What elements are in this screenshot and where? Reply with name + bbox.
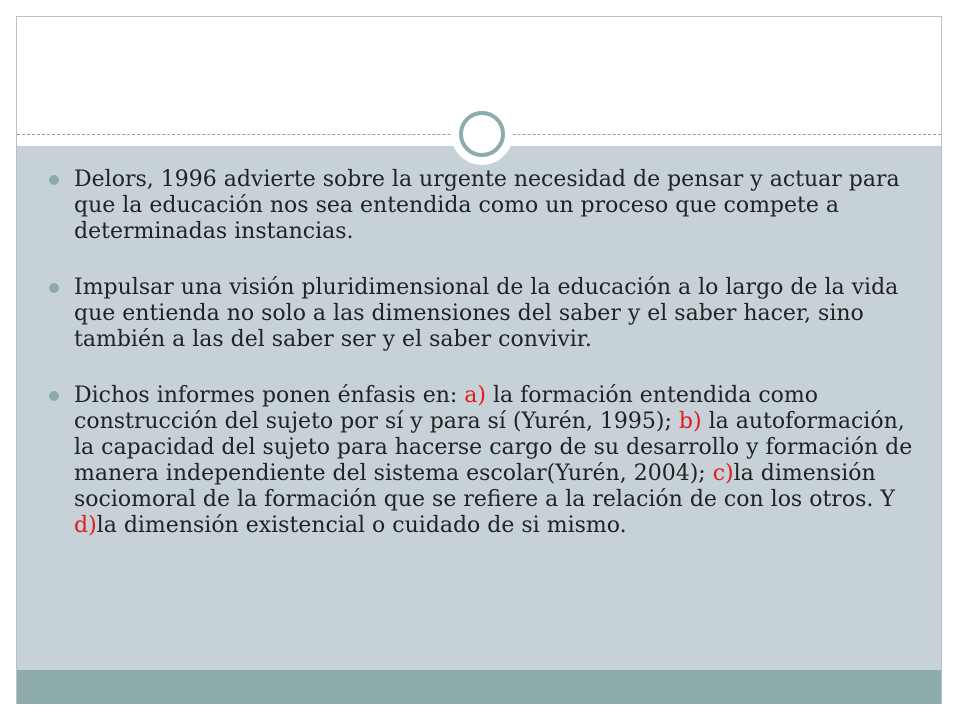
bullet-1-text: Delors, 1996 advierte sobre la urgente necesidad de pensar y actuar para que la educación nos sea entendida como un proceso que compete a determinadas instancias. bbox=[74, 167, 900, 244]
marker-a: a) bbox=[464, 383, 486, 408]
bullet-3-text-part-5: la dimensión existencial o cuidado de si mismo. bbox=[96, 513, 627, 538]
bullet-dot-icon bbox=[49, 283, 59, 293]
bullet-3-text-part-1: Dichos informes ponen énfasis en: bbox=[74, 383, 465, 408]
bullet-dot-icon bbox=[49, 175, 59, 185]
bullet-item-2 bbox=[46, 275, 916, 353]
marker-d: d) bbox=[74, 513, 97, 538]
bullet-3-text-part-2: la formación entendida como construcción del sujeto por sí y para sí (Yurén, 1995); bbox=[74, 383, 818, 434]
marker-c: c) bbox=[712, 461, 734, 486]
marker-b: b) bbox=[678, 409, 702, 434]
bullet-list bbox=[46, 167, 916, 569]
bullet-2-text: Impulsar una visión pluridimensional de la educación a lo largo de la vida que entienda no solo a las dimensiones del saber y el saber hacer, sino también a las del saber ser y el saber convivir. bbox=[74, 275, 899, 352]
ring-ornament-icon bbox=[459, 111, 505, 157]
bullet-item-1 bbox=[46, 167, 916, 245]
bullet-dot-icon bbox=[49, 391, 59, 401]
footer-band bbox=[17, 670, 941, 704]
bullet-3-text-part-3: la autoformación, la capacidad del sujeto para hacerse cargo de su desarrollo y formación de manera independiente del sistema escolar(Yurén, 2004); bbox=[74, 409, 913, 486]
bullet-item-3 bbox=[46, 383, 916, 539]
bullet-3-text-part-4: la dimensión sociomoral de la formación que se refiere a la relación de con los otros. Y bbox=[74, 461, 895, 512]
